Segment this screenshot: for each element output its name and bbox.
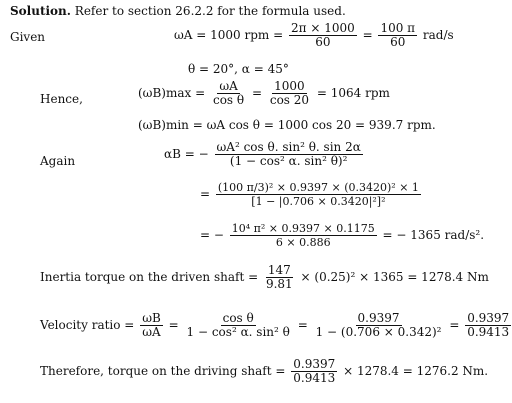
inertia-frac-num: 147	[267, 263, 291, 277]
again-fraction-1	[215, 141, 363, 168]
given-label: Given	[10, 30, 46, 44]
hence-max-lhs: (ωB)max =	[138, 86, 206, 100]
velocity-frac4-num: 0.9397	[467, 311, 510, 325]
therefore-frac-den: 0.9413	[293, 371, 336, 385]
velocity-fraction-3	[314, 312, 444, 339]
given-unit: rad/s	[422, 28, 454, 42]
given-fraction-2	[378, 22, 417, 49]
inertia-fraction	[264, 264, 295, 291]
solution-label: Solution.	[10, 4, 71, 18]
therefore-line	[40, 358, 488, 385]
inertia-frac-den: 9.81	[265, 277, 293, 291]
velocity-fraction-2	[185, 312, 292, 339]
again-frac1-num: ωA² cos θ. sin² θ. sin 2α	[216, 140, 361, 154]
given-eq: =	[362, 28, 373, 42]
hence-max-fraction-1	[211, 80, 246, 107]
given-frac1-den: 60	[315, 35, 331, 49]
therefore-fraction	[291, 358, 337, 385]
hence-min-line: (ωB)min = ωA cos θ = 1000 cos 20 = 939.7 rpm.	[138, 118, 436, 132]
velocity-eq2: =	[297, 318, 308, 332]
again-frac1-den: (1 − cos² α. sin² θ)²	[229, 154, 348, 168]
given-frac1-num: 2π × 1000	[290, 21, 355, 35]
velocity-fraction-4	[465, 312, 511, 339]
velocity-line	[40, 312, 512, 339]
inertia-rest: × (0.25)² × 1365 = 1278.4 Nm	[300, 270, 489, 284]
given-equation	[174, 22, 454, 49]
hence-max-frac1-num: ωA	[219, 79, 238, 93]
solution-line	[10, 4, 346, 18]
again-frac3-num: 10⁴ π² × 0.9397 × 0.1175	[231, 222, 375, 235]
velocity-frac1-num: ωB	[142, 311, 161, 325]
velocity-label: Velocity ratio =	[40, 318, 135, 332]
again-result: = − 1365 rad/s².	[382, 228, 485, 242]
again-eq3: = −	[200, 228, 224, 242]
hence-max-eq: =	[251, 86, 263, 100]
again-frac2-den: [1 − |0.706 × 0.3420|²]²	[251, 195, 386, 208]
therefore-label: Therefore, torque on the driving shaft =	[40, 364, 286, 378]
again-equation-3	[200, 222, 484, 249]
velocity-frac2-num: cos θ	[222, 311, 254, 325]
again-lhs: αB = −	[164, 147, 209, 161]
hence-max-frac2-num: 1000	[274, 79, 305, 93]
given-fraction-1	[289, 22, 357, 49]
given-frac2-num: 100 π	[380, 21, 416, 35]
therefore-frac-num: 0.9397	[293, 357, 336, 371]
hence-max-frac1-den: cos θ	[212, 93, 245, 107]
again-equation-2	[200, 181, 423, 208]
velocity-frac2-den: 1 − cos² α. sin² θ	[186, 325, 290, 339]
velocity-frac4-den: 0.9413	[467, 325, 510, 339]
hence-label: Hence,	[40, 92, 83, 106]
given-frac2-den: 60	[390, 35, 406, 49]
again-label: Again	[40, 154, 76, 168]
therefore-rest: × 1278.4 = 1276.2 Nm.	[343, 364, 489, 378]
again-frac3-den: 6 × 0.886	[275, 236, 331, 249]
velocity-fraction-1	[140, 312, 163, 339]
again-frac2-num: (100 π/3)² × 0.9397 × (0.3420)² × 1	[217, 181, 419, 194]
hence-max-frac2-den: cos 20	[269, 93, 310, 107]
hence-max-result: = 1064 rpm	[316, 86, 390, 100]
inertia-line	[40, 264, 489, 291]
again-equation-1	[164, 141, 365, 168]
velocity-eq3: =	[449, 318, 460, 332]
given-lhs: ωA = 1000 rpm =	[174, 28, 284, 42]
velocity-frac3-den: 1 − (0.706 × 0.342)²	[315, 325, 442, 339]
velocity-eq1: =	[168, 318, 179, 332]
again-fraction-2	[216, 181, 421, 208]
velocity-frac3-num: 0.9397	[357, 311, 400, 325]
hence-max-fraction-2	[268, 80, 311, 107]
hence-max-equation	[138, 80, 390, 107]
inertia-label: Inertia torque on the driven shaft =	[40, 270, 259, 284]
velocity-frac1-den: ωA	[142, 325, 161, 339]
again-fraction-3	[230, 222, 377, 249]
again-eq2: =	[200, 187, 211, 201]
solution-text: Refer to section 26.2.2 for the formula used.	[74, 4, 346, 18]
given-angles: θ = 20°, α = 45°	[188, 62, 289, 76]
